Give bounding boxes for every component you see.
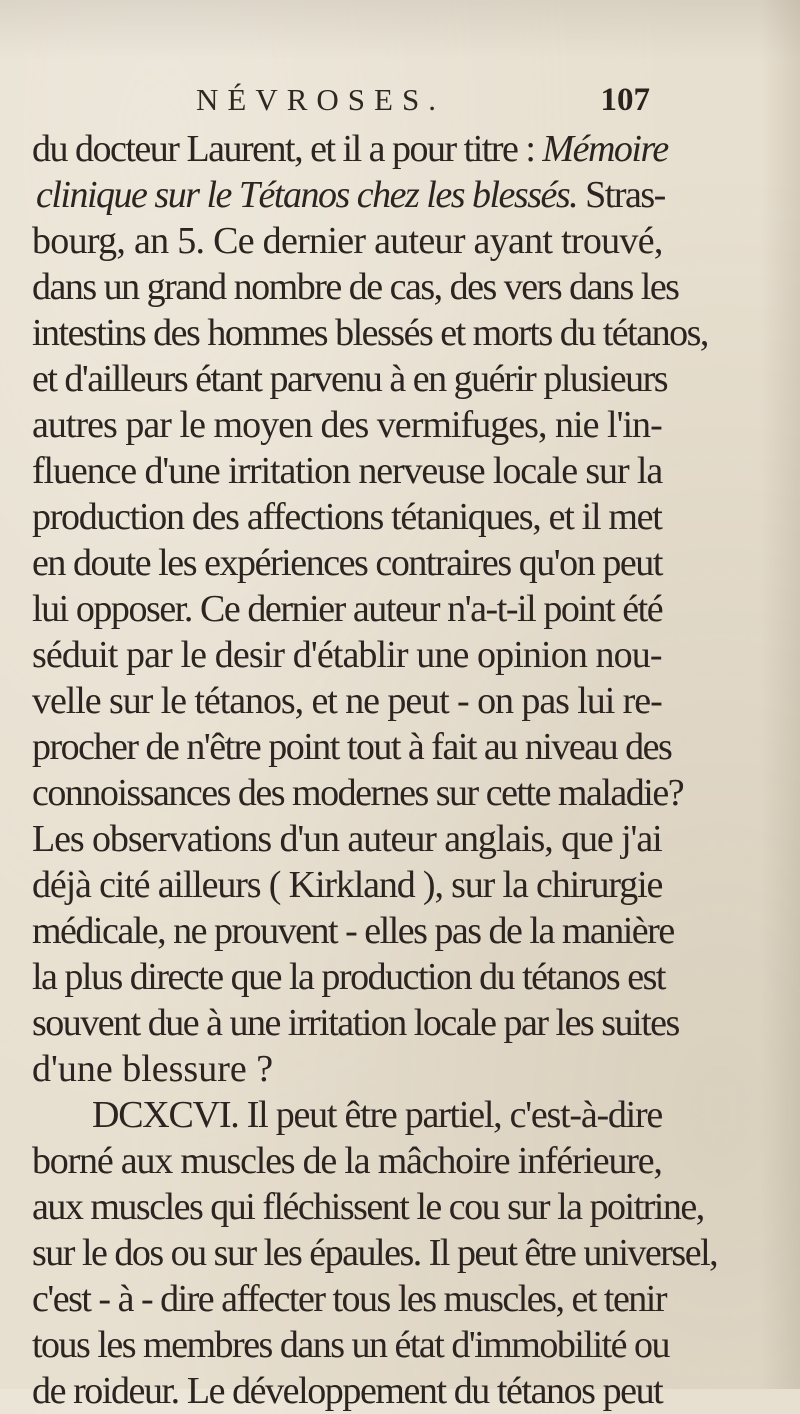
text-line: aux muscles qui fléchissent le cou sur la poitrine,: [32, 1186, 704, 1228]
text-line: velle sur le tétanos, et ne peut - on pas lui re-: [32, 680, 662, 722]
text-line: intestins des hommes blessés et morts du tétanos,: [32, 312, 708, 354]
text-line: déjà cité ailleurs ( Kirkland ), sur la chirurgie: [32, 864, 663, 906]
text-line: la plus directe que la production du tétanos est: [32, 956, 665, 998]
text-line: souvent due à une irritation locale par les suites: [32, 1002, 679, 1044]
page-number: 107: [600, 82, 650, 118]
text-line: c'est - à - dire affecter tous les muscles, et tenir: [32, 1278, 667, 1320]
text-line: et d'ailleurs étant parvenu à en guérir plusieurs: [32, 358, 668, 400]
text-line: autres par le moyen des vermifuges, nie l'in-: [32, 404, 662, 446]
text-line: médicale, ne prouvent - elles pas de la manière: [32, 910, 674, 952]
section-heading-line: DCXCVI. Il peut être partiel, c'est-à-dire: [92, 1094, 662, 1136]
page-top-shadow: [0, 0, 800, 60]
text-line: borné aux muscles de la mâchoire inférieure,: [32, 1140, 662, 1182]
text-line: fluence d'une irritation nerveuse locale sur la: [32, 450, 663, 492]
text-line: procher de n'être point tout à fait au niveau des: [32, 726, 672, 768]
text-line: d'une blessure ?: [32, 1048, 274, 1090]
text-line: Les observations d'un auteur anglais, que j'ai: [32, 818, 662, 860]
text-line: sur le dos ou sur les épaules. Il peut être universel,: [32, 1232, 718, 1274]
text-line: en doute les expériences contraires qu'on peut: [32, 542, 662, 584]
text-line: dans un grand nombre de cas, des vers dans les: [32, 266, 679, 308]
running-head: NÉVROSES.: [196, 82, 445, 117]
text-line: du docteur Laurent, et il a pour titre : Mémoire: [32, 128, 668, 170]
text-line: connoissances des modernes sur cette maladie?: [32, 772, 684, 814]
page-edge-shadow: [760, 0, 800, 1389]
text-line: lui opposer. Ce dernier auteur n'a-t-il point été: [32, 588, 663, 630]
text-line: tous les membres dans un état d'immobilité ou: [32, 1324, 669, 1366]
page-header: [150, 82, 670, 122]
text-line: production des affections tétaniques, et il met: [32, 496, 662, 538]
text-line: de roideur. Le développement du tétanos peut: [32, 1370, 663, 1412]
text-line: bourg, an 5. Ce dernier auteur ayant trouvé,: [32, 220, 663, 262]
text-line: séduit par le desir d'établir une opinion nou-: [32, 634, 662, 676]
text-line: clinique sur le Tétanos chez les blessés. Stras-: [36, 174, 665, 216]
